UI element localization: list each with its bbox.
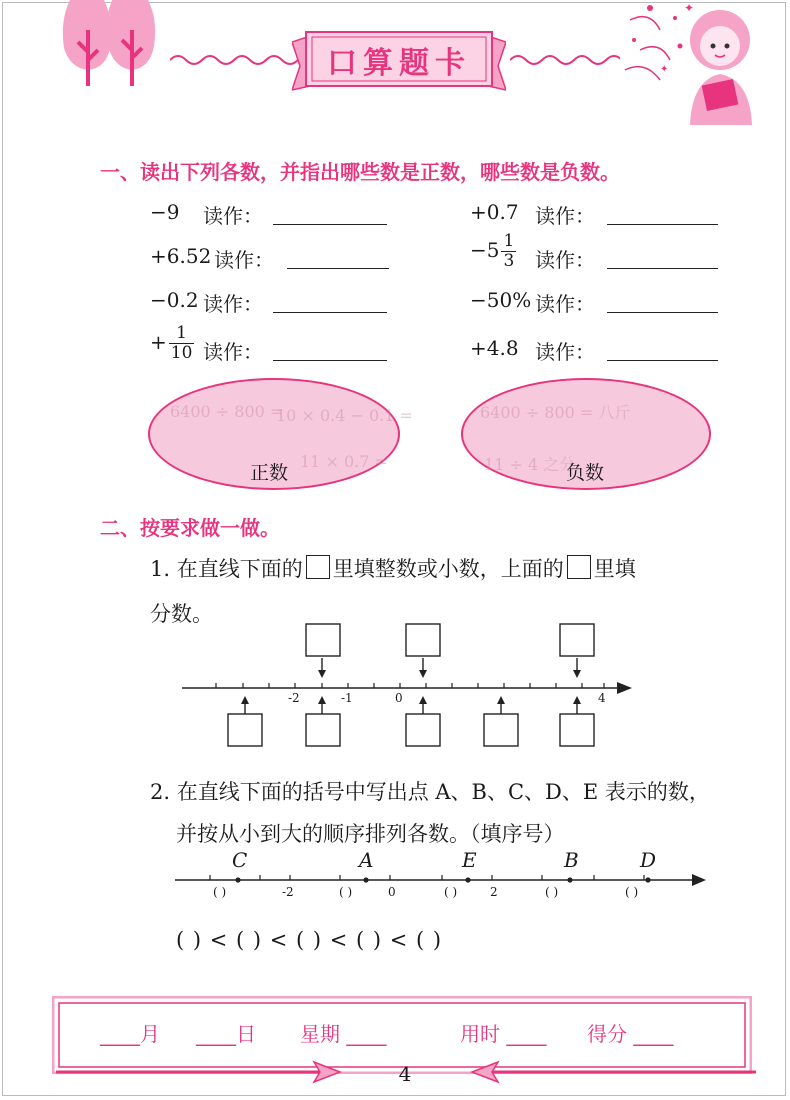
- bleed-through-text: 11 ÷ 4 之分: [484, 455, 576, 474]
- question2-text-line2: 并按从小到大的顺序排列各数。（填序号）: [176, 822, 565, 846]
- point-label-b: B: [564, 848, 579, 872]
- number-item: [150, 288, 199, 312]
- tick-label: -1: [341, 691, 353, 705]
- answer-parens[interactable]: ( ): [213, 885, 227, 899]
- bleed-through-text: 11 × 0.7 =: [300, 452, 388, 471]
- answer-blank[interactable]: [607, 268, 718, 269]
- bleed-through-text: 6400 ÷ 800 =: [170, 402, 284, 421]
- svg-text:✦: ✦: [660, 64, 669, 75]
- read-label: 读作：: [203, 292, 263, 316]
- number-item: [470, 336, 519, 360]
- number-value: +4.8: [470, 336, 519, 360]
- footer-weekday-field[interactable]: 星期 ____: [300, 1022, 387, 1046]
- number-item: [470, 232, 518, 271]
- read-label: 读作：: [535, 204, 595, 228]
- answer-blank[interactable]: [607, 360, 718, 361]
- section1-heading: 一、读出下列各数，并指出哪些数是正数，哪些数是负数。: [100, 160, 620, 184]
- section2-heading: 二、按要求做一做。: [100, 516, 280, 540]
- fraction: $\frac{1}{3}$: [503, 231, 515, 271]
- read-label: 读作：: [214, 248, 274, 272]
- arrow-right-decoration-icon: [56, 1060, 346, 1084]
- title-banner: [292, 28, 506, 92]
- number-value: −5: [470, 238, 500, 262]
- page-number: 4: [398, 1062, 412, 1086]
- answer-blank[interactable]: [273, 360, 387, 361]
- question2-text: 2. 在直线下面的括号中写出点 A、B、C、D、E 表示的数，: [150, 780, 710, 804]
- answer-blank[interactable]: [607, 312, 718, 313]
- footer-time-field[interactable]: 用时 ____: [460, 1022, 547, 1046]
- footer-day-field[interactable]: ____日: [196, 1022, 256, 1046]
- tick-label: 4: [598, 691, 606, 705]
- fraction: $\frac{1}{10}$: [170, 323, 193, 363]
- read-label: 读作：: [535, 248, 595, 272]
- tree-decoration-icon: [50, 0, 170, 92]
- bleed-through-text: 6400 ÷ 800 = 八斤: [480, 403, 631, 422]
- answer-blank[interactable]: [273, 224, 387, 225]
- answer-parens[interactable]: ( ): [625, 885, 639, 899]
- number-value: +0.7: [470, 200, 519, 224]
- point-label-d: D: [640, 848, 657, 872]
- svg-text:✦: ✦: [684, 1, 695, 15]
- tick-label: -2: [282, 885, 294, 899]
- negative-label: 负数: [566, 462, 605, 484]
- answer-blank[interactable]: [287, 268, 389, 269]
- tick-label: 0: [395, 691, 403, 705]
- inline-box-icon: [306, 555, 330, 579]
- number-value: −0.2: [150, 288, 199, 312]
- answer-parens[interactable]: ( ): [339, 885, 353, 899]
- number-line-1: [170, 618, 640, 752]
- point-label-c: C: [232, 848, 248, 872]
- page-title: 口算题卡: [327, 46, 471, 81]
- order-answer-line[interactable]: ( ) < ( ) < ( ) < ( ) < ( ): [176, 928, 443, 952]
- number-item: [150, 324, 196, 363]
- number-value: −9: [150, 200, 180, 224]
- number-item: [470, 200, 519, 224]
- point-label-a: A: [359, 848, 374, 872]
- tick-label: -2: [288, 691, 300, 705]
- tick-label: 2: [490, 885, 498, 899]
- positive-label: 正数: [250, 462, 289, 484]
- wavy-line-right-icon: [510, 50, 620, 70]
- number-item: [150, 244, 211, 268]
- footer-score-field[interactable]: 得分 ____: [587, 1022, 674, 1046]
- read-label: 读作：: [535, 340, 595, 364]
- read-label: 读作：: [203, 204, 263, 228]
- read-label: 读作：: [535, 292, 595, 316]
- number-value: +6.52: [150, 244, 212, 268]
- number-item: [470, 288, 531, 312]
- answer-blank[interactable]: [273, 312, 387, 313]
- girl-reading-book-icon: [620, 0, 770, 130]
- number-value: −50%: [470, 288, 532, 312]
- point-label-e: E: [462, 848, 477, 872]
- question1-text-line2: 分数。: [150, 602, 213, 626]
- answer-blank[interactable]: [607, 224, 718, 225]
- footer-month-field[interactable]: ____月: [100, 1022, 160, 1046]
- answer-parens[interactable]: ( ): [545, 885, 559, 899]
- wavy-line-left-icon: [170, 50, 300, 70]
- bleed-through-text: 10 × 0.4 − 0.1 =: [276, 406, 413, 425]
- inline-box-icon: [567, 555, 591, 579]
- number-item: [150, 200, 179, 224]
- read-label: 读作：: [203, 340, 263, 364]
- answer-parens[interactable]: ( ): [444, 885, 458, 899]
- tick-label: 0: [388, 885, 396, 899]
- number-value: +: [150, 330, 167, 354]
- question1-text: 1. 在直线下面的 里填整数或小数，上面的 里填: [150, 557, 636, 581]
- arrow-left-decoration-icon: [466, 1060, 756, 1084]
